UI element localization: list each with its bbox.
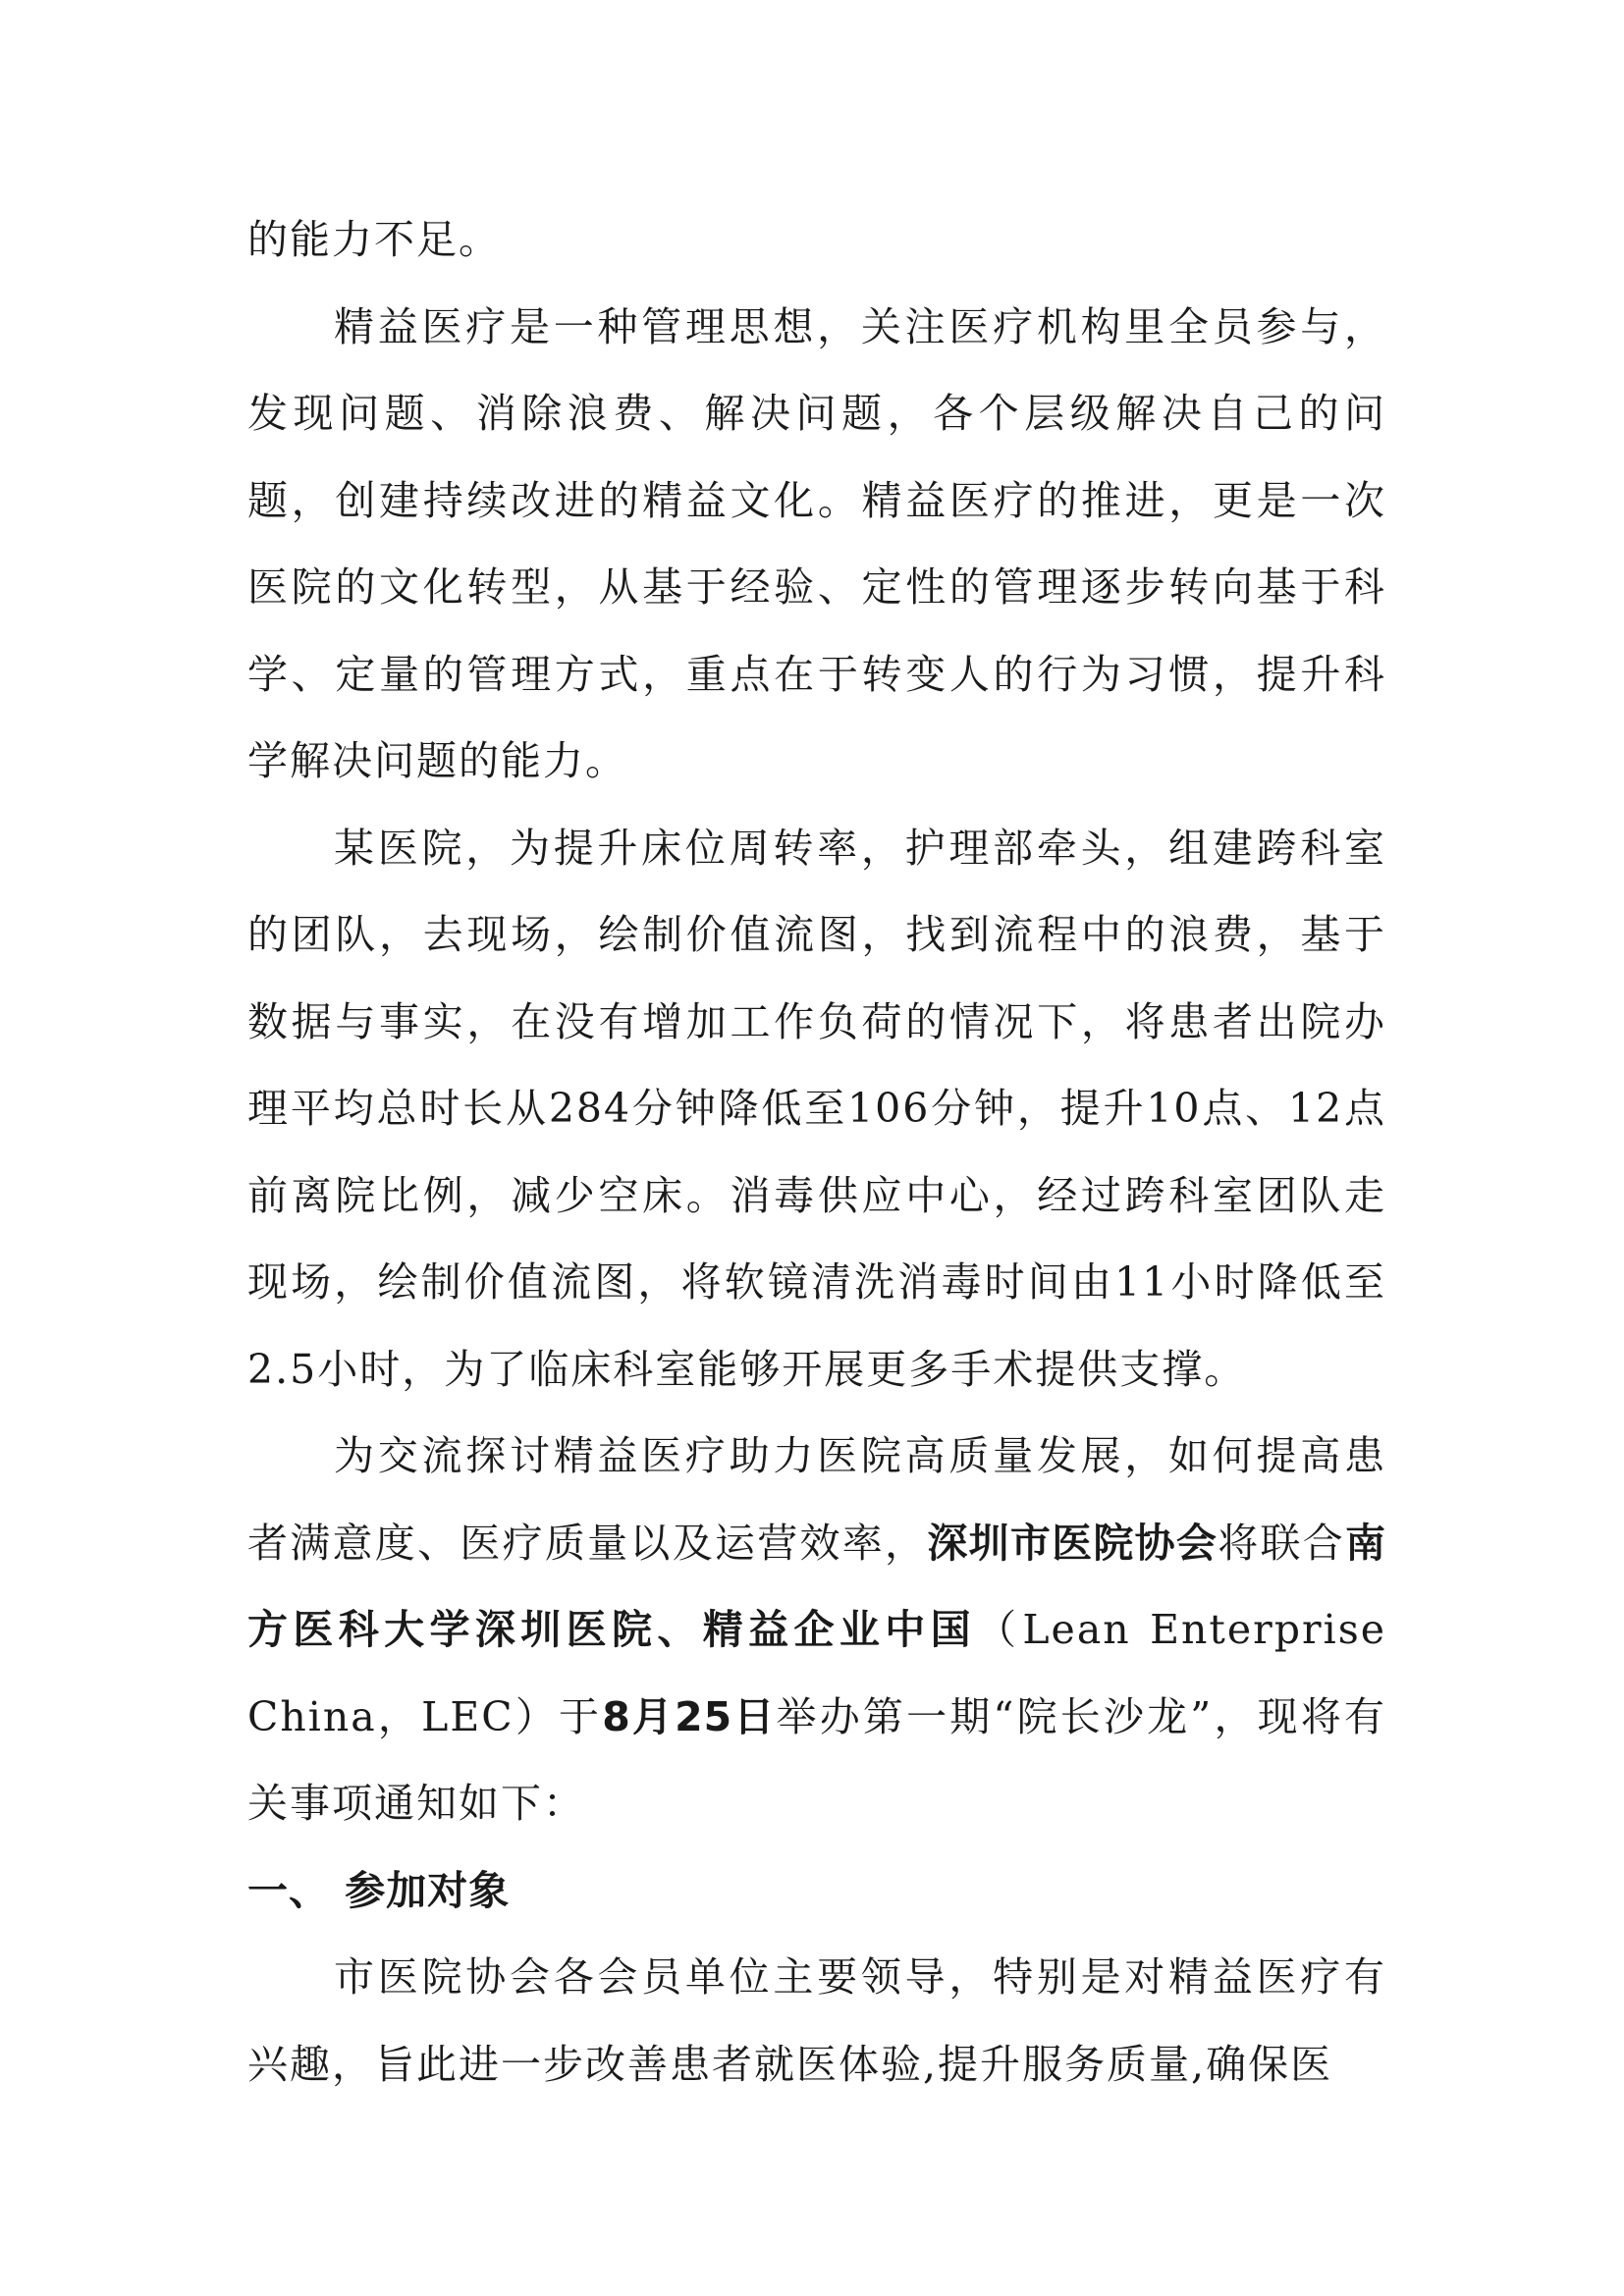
notice-text-2: 将联合 [1218,1519,1346,1567]
section-heading-participants: 一、 参加对象 [247,1866,511,1914]
event-date: 8月25日 [602,1692,777,1740]
paragraph-salon-notice [247,1413,1386,1847]
notice-text-1: 为交流探讨精益医疗助力医院高质量发展，如何提高患者满意度、医疗质量以及运营效率， [247,1432,1386,1567]
notice-text-3: （Lean Enterprise China，LEC）于 [247,1606,1387,1740]
paragraph-hospital-example: 某医院，为提升床位周转率，护理部牵头，组建跨科室的团队，去现场，绘制价值流图，找到流程中的浪费，基于数据与事实，在没有增加工作负荷的情况下，将患者出院办理平均总时长从284分钟降低至106分钟，提升10点、12点前离院比例，减少空床。消毒供应中心，经过跨科室团队走现场，绘制价值流图，将软镜清洗消毒时间由11小时降低至2.5小时，为了临床科室能够开展更多手术提供支撑。 [247,824,1386,1393]
document-body [247,196,1386,2108]
organizer-name: 深圳市医院协会 [927,1519,1218,1567]
paragraph-participants: 市医院协会各会员单位主要领导，特别是对精益医疗有兴趣，旨此进一步改善患者就医体验,提升服务质量,确保医 [247,1953,1386,2088]
paragraph-lean-healthcare: 精益医疗是一种管理思想，关注医疗机构里全员参与，发现问题、消除浪费、解决问题，各个层级解决自己的问题，创建持续改进的精益文化。精益医疗的推进，更是一次医院的文化转型，从基于经验、定性的管理逐步转向基于科学、定量的管理方式，重点在于转变人的行为习惯，提升科学解决问题的能力。 [247,302,1386,784]
paragraph-continuation: 的能力不足。 [247,216,501,263]
notice-text-4: 举办第一期“院长沙龙”，现将有关事项通知如下： [247,1692,1387,1827]
co-organizers: 南方医科大学深圳医院、精益企业中国 [247,1519,1387,1653]
